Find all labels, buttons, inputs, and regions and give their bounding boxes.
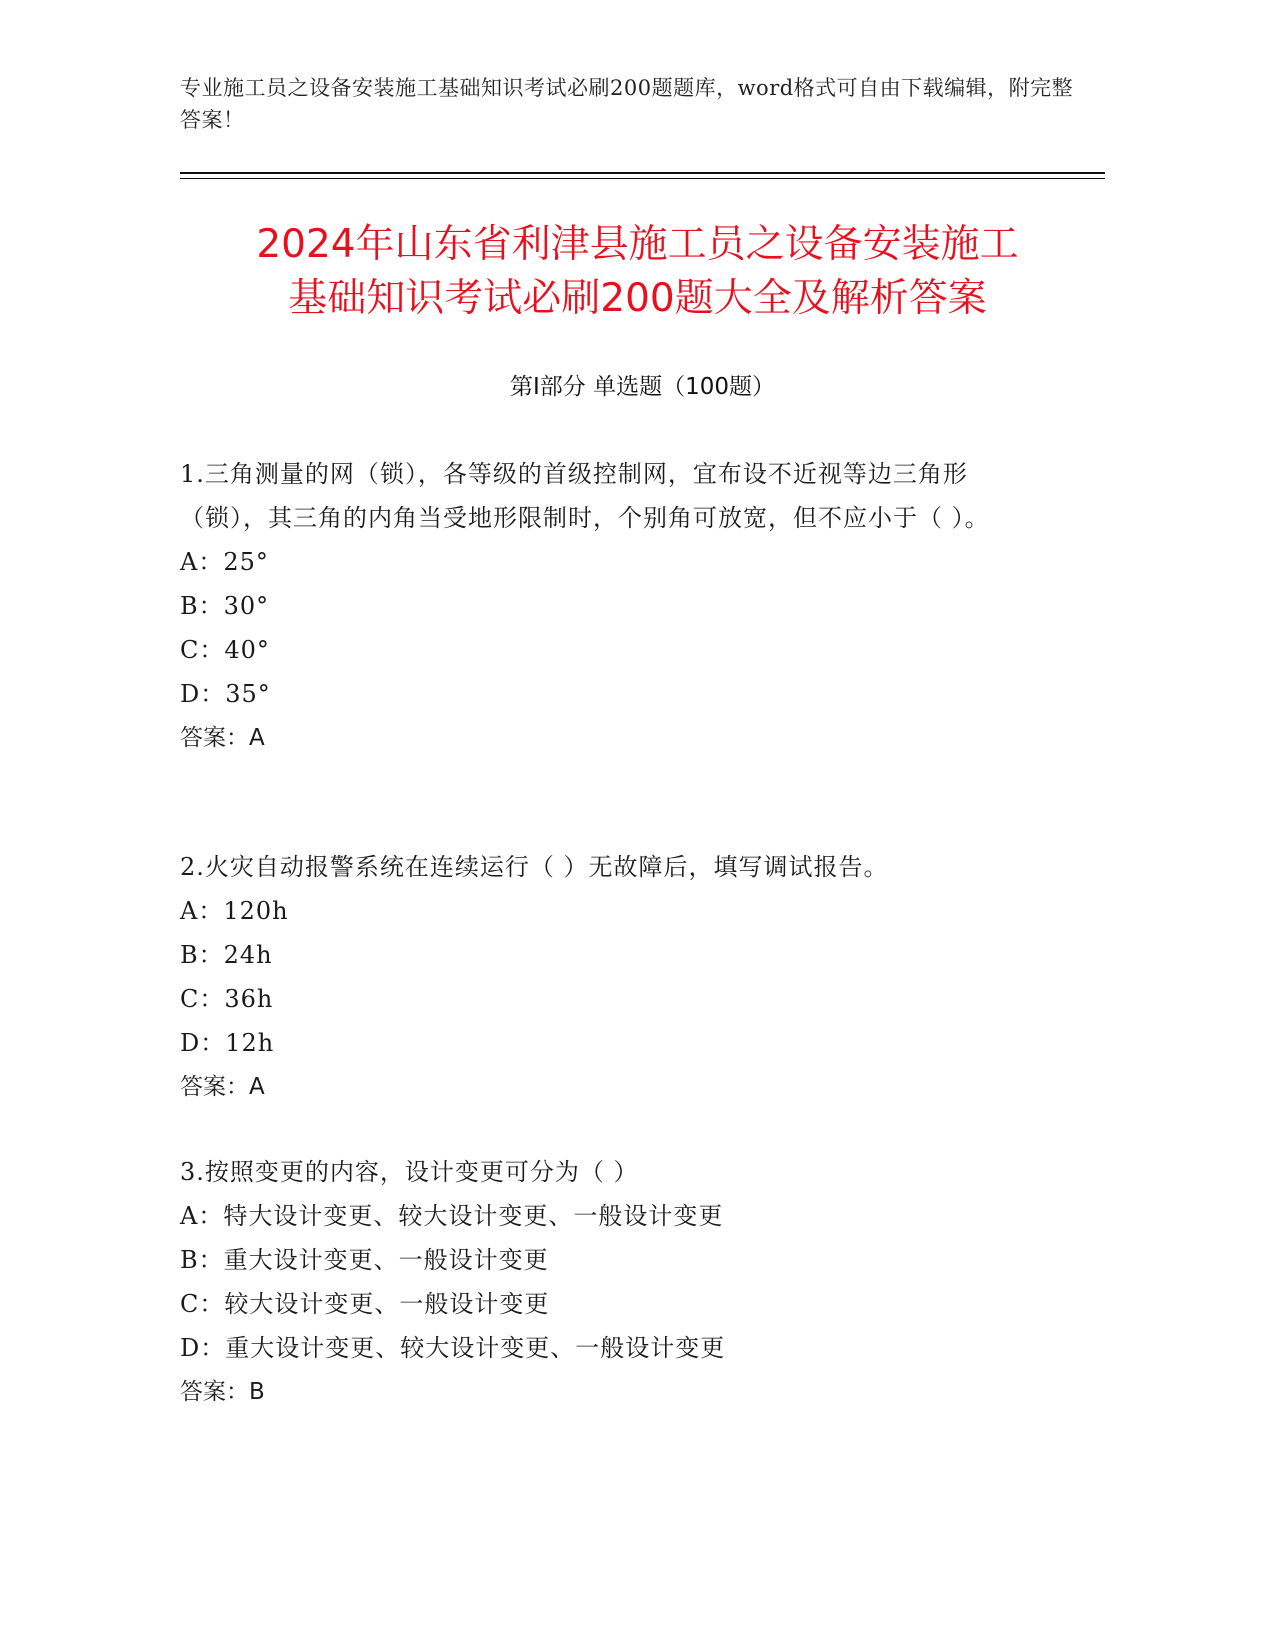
title-line-1: 2024年山东省利津县施工员之设备安装施工: [256, 222, 1019, 267]
document-title: [150, 218, 1125, 326]
header-rule-thin: [180, 178, 1105, 179]
option-b: B：30°: [180, 592, 270, 620]
option-a: A：25°: [180, 548, 269, 576]
option-b: B：24h: [180, 941, 273, 969]
section-heading: 第Ⅰ部分 单选题（100题）: [510, 374, 775, 400]
question-stem: 1.三角测量的网（锁），各等级的首级控制网，宜布设不近视等边三角形（锁），其三角的内角当受地形限制时，个别角可放宽，但不应小于（ ）。: [180, 460, 990, 532]
option-c: C：36h: [180, 985, 274, 1013]
question-3: [180, 1150, 1040, 1414]
option-c: C：较大设计变更、一般设计变更: [180, 1290, 550, 1318]
question-1: [180, 452, 1040, 760]
option-c: C：40°: [180, 636, 270, 664]
option-a: A：特大设计变更、较大设计变更、一般设计变更: [180, 1202, 724, 1230]
header-rule-thick: [180, 172, 1105, 174]
answer: 答案：B: [180, 1379, 265, 1405]
option-d: D：35°: [180, 680, 271, 708]
question-2: [180, 845, 1040, 1109]
title-line-2: 基础知识考试必刷200题大全及解析答案: [288, 276, 987, 321]
option-d: D：重大设计变更、较大设计变更、一般设计变更: [180, 1334, 726, 1362]
question-stem: 2.火灾自动报警系统在连续运行（ ）无故障后，填写调试报告。: [180, 853, 889, 881]
answer: 答案：A: [180, 725, 265, 751]
option-a: A：120h: [180, 897, 289, 925]
answer: 答案：A: [180, 1074, 265, 1100]
option-b: B：重大设计变更、一般设计变更: [180, 1246, 549, 1274]
option-d: D：12h: [180, 1029, 275, 1057]
header-note: 专业施工员之设备安装施工基础知识考试必刷200题题库，word格式可自由下载编辑，附完整答案！: [180, 76, 1074, 132]
question-stem: 3.按照变更的内容，设计变更可分为（ ）: [180, 1158, 639, 1186]
